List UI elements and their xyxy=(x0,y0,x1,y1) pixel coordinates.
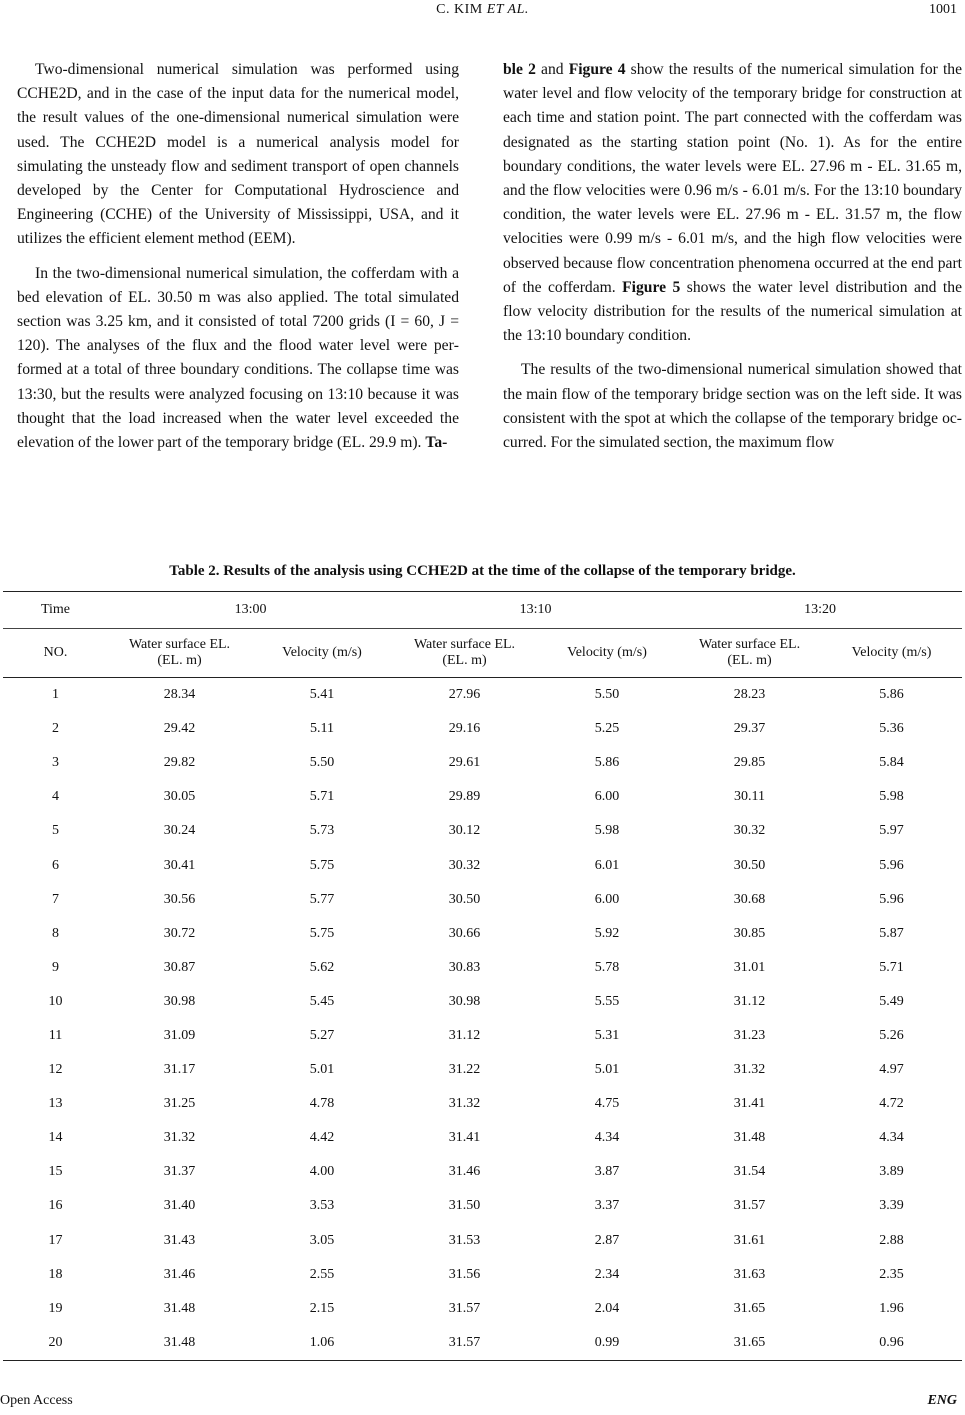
table-cell: 5.96 xyxy=(879,857,904,873)
table-cell: 5.96 xyxy=(879,891,904,907)
table-2-reference-cont: ble 2 xyxy=(503,61,536,78)
table-cell: 31.48 xyxy=(733,1130,766,1146)
table-cell: 5.25 xyxy=(594,721,620,737)
table-cell: 5.78 xyxy=(594,959,620,975)
table-cell: 31.32 xyxy=(163,1130,196,1146)
time-13-10: 13:10 xyxy=(393,592,678,629)
figure-5-reference: Figure 5 xyxy=(622,278,681,296)
table-cell: 5.75 xyxy=(309,857,335,873)
table-cell: 30.85 xyxy=(733,925,766,941)
table-cell: 4 xyxy=(52,789,59,805)
header-authors: C. KIM xyxy=(436,2,483,17)
table-cell: 0.96 xyxy=(821,1326,962,1361)
table-row xyxy=(3,1189,962,1223)
table-cell: 1.06 xyxy=(251,1326,393,1361)
table-cell: 30.56 xyxy=(163,891,196,907)
table-cell: 5.98 xyxy=(879,789,904,805)
no-header: NO. xyxy=(3,629,108,678)
table-cell: 1 xyxy=(52,687,59,703)
velocity-header: Velocity (m/s) xyxy=(821,629,962,678)
table-cell: 9 xyxy=(52,959,59,975)
table-cell: 28.23 xyxy=(733,687,766,703)
table-cell: 5.27 xyxy=(309,1027,335,1043)
table-cell: 2.55 xyxy=(309,1266,335,1282)
table-row xyxy=(3,780,962,814)
paragraph-main-flow: The results of the two-dimensional numerical simulation showed that the main flow of the temporary bridge section was on the left side. It was consistent with the spot at which the collapse of the temporary bridge occurred. For the simulated section, the maximum flow xyxy=(503,361,962,452)
table-cell: 31.54 xyxy=(733,1164,766,1180)
table-cell: 5.01 xyxy=(594,1062,620,1078)
table-cell: 4.00 xyxy=(309,1164,335,1180)
table-cell: 11 xyxy=(48,1027,63,1043)
table-cell: 4.34 xyxy=(879,1130,904,1146)
table-cell: 5.62 xyxy=(309,959,335,975)
table-cell: 5.92 xyxy=(594,925,620,941)
table-cell: 31.53 xyxy=(448,1232,481,1248)
results-table xyxy=(3,591,962,1361)
table-cell: 29.42 xyxy=(163,721,196,737)
water-surface-header: Water surface EL. (EL. m) xyxy=(108,629,251,678)
table-cell: 31.12 xyxy=(448,1027,481,1043)
table-cell: 4.34 xyxy=(594,1130,620,1146)
table-cell: 30.87 xyxy=(163,959,196,975)
table-cell: 31.56 xyxy=(448,1266,481,1282)
table-cell: 12 xyxy=(48,1062,63,1078)
table-cell: 30.32 xyxy=(733,823,766,839)
table-cell: 2.87 xyxy=(594,1232,620,1248)
table-cell: 31.61 xyxy=(733,1232,766,1248)
velocity-header: Velocity (m/s) xyxy=(536,629,678,678)
table-cell: 2 xyxy=(52,721,59,737)
and-text: and xyxy=(535,61,569,78)
table-cell: 0.99 xyxy=(536,1326,678,1361)
table-cell: 31.50 xyxy=(448,1198,481,1214)
table-row xyxy=(3,746,962,780)
table-cell: 6 xyxy=(52,857,59,873)
table-cell: 5.41 xyxy=(309,687,335,703)
paragraph-results-text-2: shows the water level distribution and the flow velocity distribution for the results of the numerical simulation at the 13:10 boundary condition. xyxy=(503,278,962,345)
table-cell: 31.65 xyxy=(733,1300,766,1316)
table-cell: 31.09 xyxy=(163,1027,196,1043)
table-cell: 5.98 xyxy=(594,823,620,839)
table-row xyxy=(3,848,962,882)
table-cell: 4.75 xyxy=(594,1096,620,1112)
table-cell: 4.78 xyxy=(309,1096,335,1112)
table-row xyxy=(3,678,962,713)
table-cell: 31.65 xyxy=(678,1326,821,1361)
table-cell: 29.16 xyxy=(448,721,481,737)
time-header-row xyxy=(3,592,962,629)
page-number: 1001 xyxy=(929,2,957,17)
table-cell: 30.98 xyxy=(448,993,481,1009)
table-cell: 5.84 xyxy=(879,755,904,771)
table-cell: 1.96 xyxy=(879,1300,904,1316)
table-cell: 31.32 xyxy=(448,1096,481,1112)
table-cell: 31.63 xyxy=(733,1266,766,1282)
table-cell: 31.48 xyxy=(108,1326,251,1361)
table-cell: 31.43 xyxy=(163,1232,196,1248)
table-row xyxy=(3,1292,962,1326)
left-column xyxy=(17,58,459,455)
table-cell: 30.72 xyxy=(163,925,196,941)
table-cell: 2.15 xyxy=(309,1300,335,1316)
time-13-20: 13:20 xyxy=(678,592,962,629)
table-row xyxy=(3,1224,962,1258)
table-cell: 5.86 xyxy=(594,755,620,771)
paragraph-cofferdam-text: In the two-dimensional numerical simulation, the cofferdam with a bed elevation of EL. 30.50 m was also applied. The total simulated section was 3.25 km, and it consisted of total 7200 grids (I = 60, J = 120). The analyses of the flux and the flood water level were performed at a total of three boundary conditions. The collapse time was 13:30, but the results were analyzed focusing on 13:10 because it was thought that the load increased when the water level exceeded the elevation of the lower part of the temporary bridge (EL. 29.9 m). xyxy=(17,264,459,452)
table-cell: 3.87 xyxy=(594,1164,620,1180)
table-cell: 10 xyxy=(48,993,63,1009)
table-cell: 4.72 xyxy=(879,1096,904,1112)
table-cell: 5.75 xyxy=(309,925,335,941)
table-cell: 14 xyxy=(48,1130,63,1146)
table-cell: 2.34 xyxy=(594,1266,620,1282)
table-cell: 3.05 xyxy=(309,1232,335,1248)
table-cell: 3 xyxy=(52,755,59,771)
table-cell: 5.50 xyxy=(309,755,335,771)
table-cell: 4.97 xyxy=(879,1062,904,1078)
table-cell: 5.97 xyxy=(879,823,904,839)
running-header-authors xyxy=(0,2,965,18)
table-cell: 15 xyxy=(48,1164,63,1180)
time-13-00: 13:00 xyxy=(108,592,393,629)
table-cell: 30.68 xyxy=(733,891,766,907)
table-cell: 13 xyxy=(48,1096,63,1112)
table-cell: 5.71 xyxy=(309,789,335,805)
table-cell: 31.37 xyxy=(163,1164,196,1180)
table-cell: 5 xyxy=(52,823,59,839)
table-row xyxy=(3,1087,962,1121)
table-cell: 8 xyxy=(52,925,59,941)
table-cell: 31.17 xyxy=(163,1062,196,1078)
table-cell: 31.48 xyxy=(163,1300,196,1316)
table-cell: 31.32 xyxy=(733,1062,766,1078)
figure-4-reference: Figure 4 xyxy=(568,61,626,78)
table-cell: 5.01 xyxy=(309,1062,335,1078)
table-cell: 5.73 xyxy=(309,823,335,839)
table-cell: 6.00 xyxy=(594,789,620,805)
table-cell: 5.49 xyxy=(879,993,904,1009)
table-cell: 30.83 xyxy=(448,959,481,975)
table-cell: 31.01 xyxy=(733,959,766,975)
table-cell: 5.71 xyxy=(879,959,904,975)
paragraph-results-text: show the results of the numerical simulation for the water level and flow velocity of the temporary bridge for construction at each time and station point. The part connected with the cofferdam was designated as the starting station point (No. 1). As for the entire boundary conditions, the water levels were EL. 27.96 m - EL. 31.65 m, and the flow velocities were 0.96 m/s - 6.01 m/s. For the 13:10 boundary condition, the water levels were EL. 27.96 m - EL. 31.57 m, the flow velocities were 0.99 m/s - 6.01 m/s, and the high flow velocities were observed because flow concentration phenomena occurred at the end part of the cofferdam. xyxy=(503,61,963,296)
table-cell: 31.12 xyxy=(733,993,766,1009)
table-caption: Table 2. Results of the analysis using CCHE2D at the time of the collapse of the temporary bridge. xyxy=(169,563,796,579)
table-cell: 7 xyxy=(52,891,59,907)
table-cell: 3.39 xyxy=(879,1198,904,1214)
table-cell: 5.11 xyxy=(310,721,334,737)
footer-journal: ENG xyxy=(927,1393,957,1408)
table-cell: 5.36 xyxy=(879,721,904,737)
table-cell: 2.88 xyxy=(879,1232,904,1248)
table-row xyxy=(3,712,962,746)
table-cell: 30.32 xyxy=(448,857,481,873)
table-cell: 30.50 xyxy=(733,857,766,873)
table-cell: 29.89 xyxy=(448,789,481,805)
time-label: Time xyxy=(3,592,108,629)
table-cell: 29.82 xyxy=(163,755,196,771)
table-cell: 20 xyxy=(3,1326,108,1361)
table-cell: 31.23 xyxy=(733,1027,766,1043)
running-header xyxy=(0,0,965,30)
table-cell: 5.50 xyxy=(594,687,620,703)
paragraph-results xyxy=(503,58,962,348)
table-body xyxy=(3,678,962,1361)
table-row xyxy=(3,985,962,1019)
table-row xyxy=(3,1121,962,1155)
table-cell: 3.37 xyxy=(594,1198,620,1214)
table-cell: 31.40 xyxy=(163,1198,196,1214)
table-cell: 30.41 xyxy=(163,857,196,873)
table-cell: 2.04 xyxy=(594,1300,620,1316)
table-cell: 30.12 xyxy=(448,823,481,839)
table-cell: 31.46 xyxy=(163,1266,196,1282)
table-cell: 29.37 xyxy=(733,721,766,737)
table-cell: 31.41 xyxy=(448,1130,481,1146)
table-row xyxy=(3,1155,962,1189)
table-row xyxy=(3,917,962,951)
velocity-header: Velocity (m/s) xyxy=(251,629,393,678)
table-cell: 29.85 xyxy=(733,755,766,771)
column-header-row xyxy=(3,629,962,678)
table-cell: 18 xyxy=(48,1266,63,1282)
right-column xyxy=(503,58,962,455)
table-cell: 5.77 xyxy=(309,891,335,907)
table-row xyxy=(3,1053,962,1087)
table-cell: 2.35 xyxy=(879,1266,904,1282)
table-cell: 4.42 xyxy=(309,1130,335,1146)
paragraph-cofferdam xyxy=(17,262,459,456)
table-cell: 29.61 xyxy=(448,755,481,771)
table-row xyxy=(3,1326,962,1361)
table-cell: 19 xyxy=(48,1300,63,1316)
table-row xyxy=(3,1019,962,1053)
table-cell: 31.25 xyxy=(163,1096,196,1112)
table-cell: 6.00 xyxy=(594,891,620,907)
table-cell: 31.22 xyxy=(448,1062,481,1078)
table-cell: 31.57 xyxy=(393,1326,536,1361)
table-cell: 28.34 xyxy=(163,687,196,703)
table-cell: 30.05 xyxy=(163,789,196,805)
table-row xyxy=(3,951,962,985)
table-cell: 31.41 xyxy=(733,1096,766,1112)
table-cell: 5.26 xyxy=(879,1027,904,1043)
water-surface-header: Water surface EL. (EL. m) xyxy=(678,629,821,678)
table-cell: 17 xyxy=(48,1232,63,1248)
table-cell: 16 xyxy=(48,1198,63,1214)
table-cell: 3.89 xyxy=(879,1164,904,1180)
table-cell: 31.57 xyxy=(448,1300,481,1316)
table-cell: 31.57 xyxy=(733,1198,766,1214)
table-2-reference: Ta- xyxy=(425,434,448,452)
paragraph-simulation-intro: Two-dimensional numerical simulation was performed using CCHE2D, and in the case of the input data for the numerical model, the result values of the one-dimensional numerical simulation were used. The CCHE2D model is a numerical analysis model for simulating the unsteady flow and sediment transport of open channels developed by the Center for Computational Hydroscience and Engineering (CCHE) of the University of Mississippi, USA, and it utilizes the efficient element method (EEM). xyxy=(17,61,459,248)
table-cell: 5.87 xyxy=(879,925,904,941)
table-cell: 27.96 xyxy=(448,687,481,703)
table-cell: 5.55 xyxy=(594,993,620,1009)
table-cell: 30.50 xyxy=(448,891,481,907)
table-cell: 30.66 xyxy=(448,925,481,941)
footer-open-access: Open Access xyxy=(0,1393,73,1408)
table-row xyxy=(3,883,962,917)
table-cell: 5.45 xyxy=(309,993,335,1009)
table-cell: 5.86 xyxy=(879,687,904,703)
table-cell: 30.98 xyxy=(163,993,196,1009)
water-surface-header: Water surface EL. (EL. m) xyxy=(393,629,536,678)
table-cell: 3.53 xyxy=(309,1198,335,1214)
header-et-al: ET AL. xyxy=(486,2,529,17)
table-cell: 5.31 xyxy=(594,1027,620,1043)
table-cell: 6.01 xyxy=(594,857,620,873)
table-cell: 30.11 xyxy=(734,789,766,805)
table-cell: 30.24 xyxy=(163,823,196,839)
table-cell: 31.46 xyxy=(448,1164,481,1180)
table-row xyxy=(3,1258,962,1292)
table-row xyxy=(3,814,962,848)
